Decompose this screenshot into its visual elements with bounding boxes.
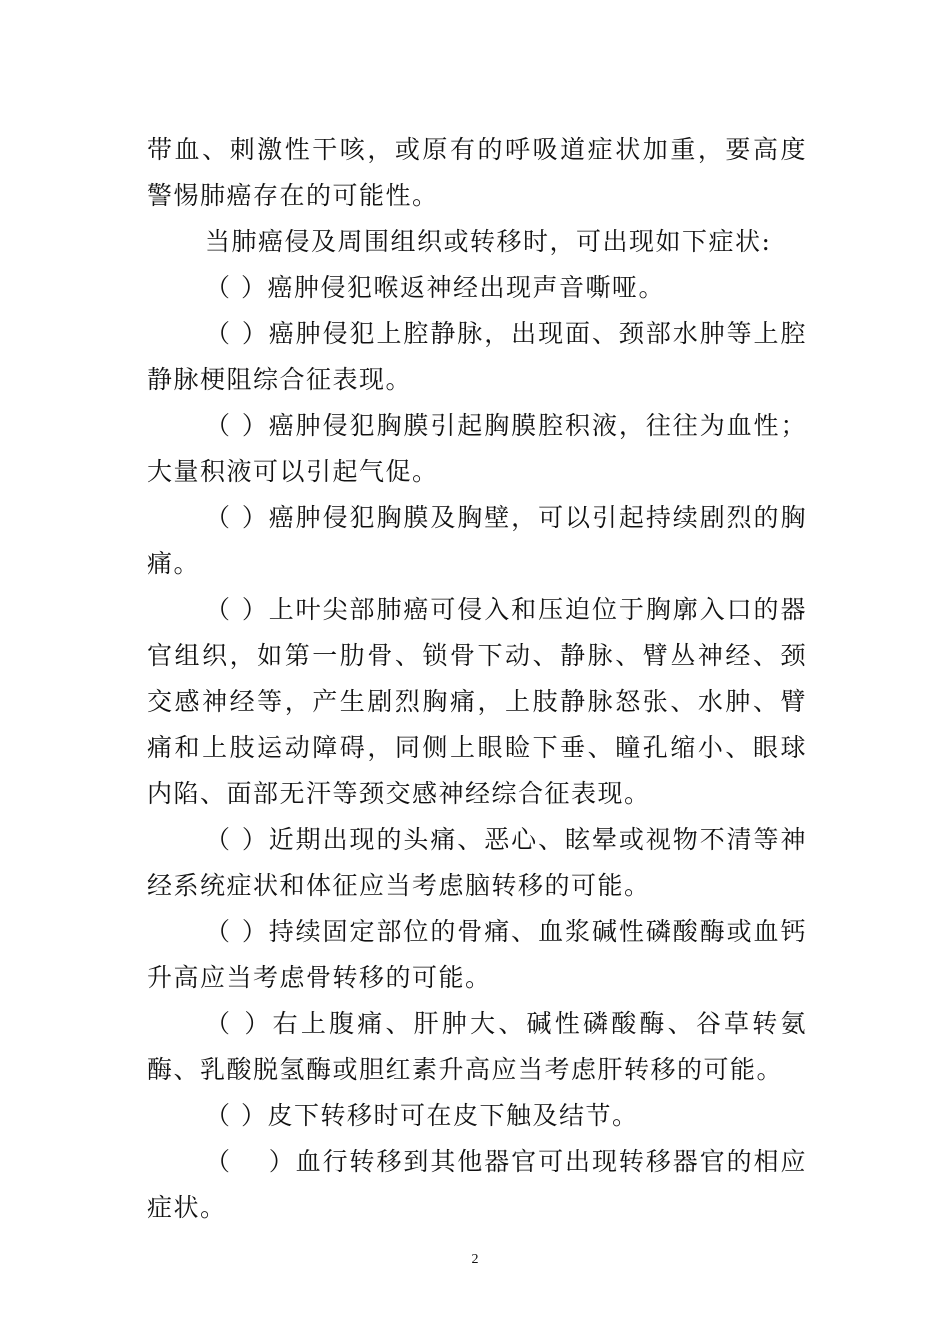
symptom-item-hematogenous-metastasis: （ ）血行转移到其他器官可出现转移器官的相应症状。: [147, 1147, 807, 1222]
symptom-item-skin-metastasis: （ ）皮下转移时可在皮下触及结节。: [205, 1101, 639, 1130]
symptom-item-hoarseness: （ ）癌肿侵犯喉返神经出现声音嘶哑。: [205, 273, 665, 302]
symptom-item-svc-obstruction: （ ）癌肿侵犯上腔静脉，出现面、颈部水肿等上腔静脉梗阻综合征表现。: [147, 319, 807, 394]
symptom-item-brain-metastasis: （ ）近期出现的头痛、恶心、眩晕或视物不清等神经系统症状和体征应当考虑脑转移的可能。: [147, 825, 807, 900]
symptom-item-pancoast: （ ）上叶尖部肺癌可侵入和压迫位于胸廓入口的器官组织，如第一肋骨、锁骨下动、静脉、臂丛神经、颈交感神经等，产生剧烈胸痛，上肢静脉怒张、水肿、臂痛和上肢运动障碍，同侧上眼睑下垂、瞳孔缩小、眼球内陷、面部无汗等颈交感神经综合征表现。: [147, 595, 807, 808]
body-text: [147, 127, 807, 1231]
symptom-item-chest-pain: （ ）癌肿侵犯胸膜及胸壁，可以引起持续剧烈的胸痛。: [147, 503, 807, 578]
paragraph-continuation: 带血、刺激性干咳，或原有的呼吸道症状加重，要高度警惕肺癌存在的可能性。: [147, 135, 807, 210]
symptom-item-bone-metastasis: （ ）持续固定部位的骨痛、血浆碱性磷酸酶或血钙升高应当考虑骨转移的可能。: [147, 917, 807, 992]
page-number: 2: [471, 1252, 479, 1267]
paragraph-intro: 当肺癌侵及周围组织或转移时，可出现如下症状:: [205, 227, 772, 256]
symptom-item-liver-metastasis: （ ）右上腹痛、肝肿大、碱性磷酸酶、谷草转氨酶、乳酸脱氢酶或胆红素升高应当考虑肝转移的可能。: [147, 1009, 807, 1084]
symptom-item-pleural-effusion: （ ）癌肿侵犯胸膜引起胸膜腔积液，往往为血性；大量积液可以引起气促。: [147, 411, 807, 486]
